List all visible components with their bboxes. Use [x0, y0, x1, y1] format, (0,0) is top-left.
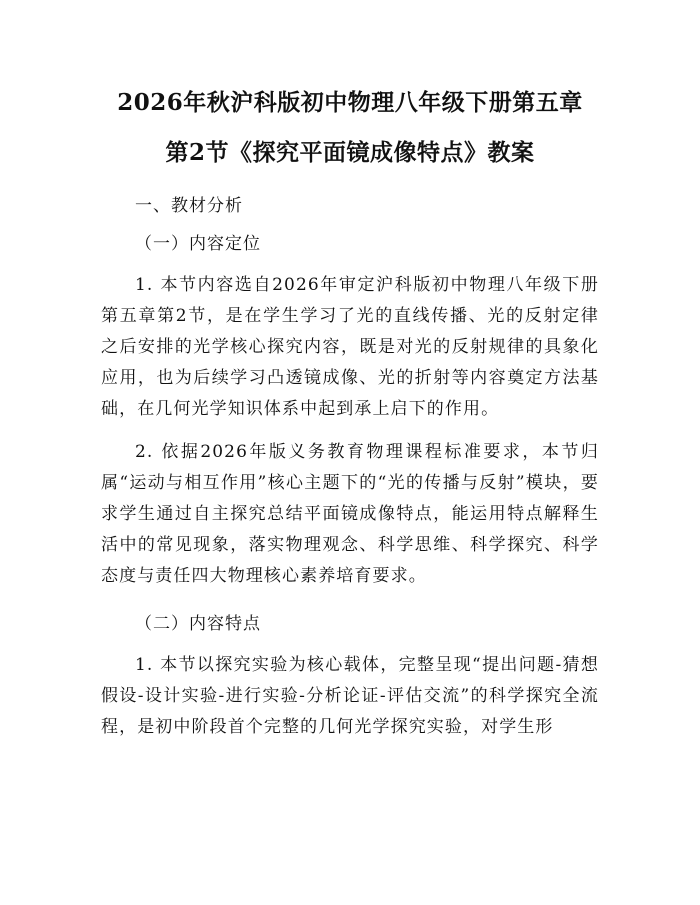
section-heading-textbook-analysis: 一、教材分析	[135, 196, 243, 216]
paragraph-positioning-1: 1. 本节内容选自2026年审定沪科版初中物理八年级下册第五章第2节，是在学生学习了光的直线传播、光的反射定律之后安排的光学核心探究内容，既是对光的反射规律的具象化应用，也为后续学习凸透镜成像、光的折射等内容奠定方法基础，在几何光学知识体系中起到承上启下的作用。	[101, 275, 599, 419]
document-title-line-1: 2026年秋沪科版初中物理八年级下册第五章	[117, 89, 583, 116]
document-title-line-2: 第2节《探究平面镜成像特点》教案	[165, 139, 535, 166]
subsection-heading-content-positioning: （一）内容定位	[135, 234, 261, 254]
paragraph-features-1: 1. 本节以探究实验为核心载体，完整呈现“提出问题-猜想假设-设计实验-进行实验-分析论证-评估交流”的科学探究全流程，是初中阶段首个完整的几何光学探究实验，对学生形	[101, 655, 599, 737]
paragraph-positioning-2: 2. 依据2026年版义务教育物理课程标准要求，本节归属“运动与相互作用”核心主题下的“光的传播与反射”模块，要求学生通过自主探究总结平面镜成像特点，能运用特点解释生活中的常见现象，落实物理观念、科学思维、科学探究、科学态度与责任四大物理核心素养培育要求。	[101, 442, 599, 586]
subsection-heading-content-features: （二）内容特点	[135, 614, 261, 634]
